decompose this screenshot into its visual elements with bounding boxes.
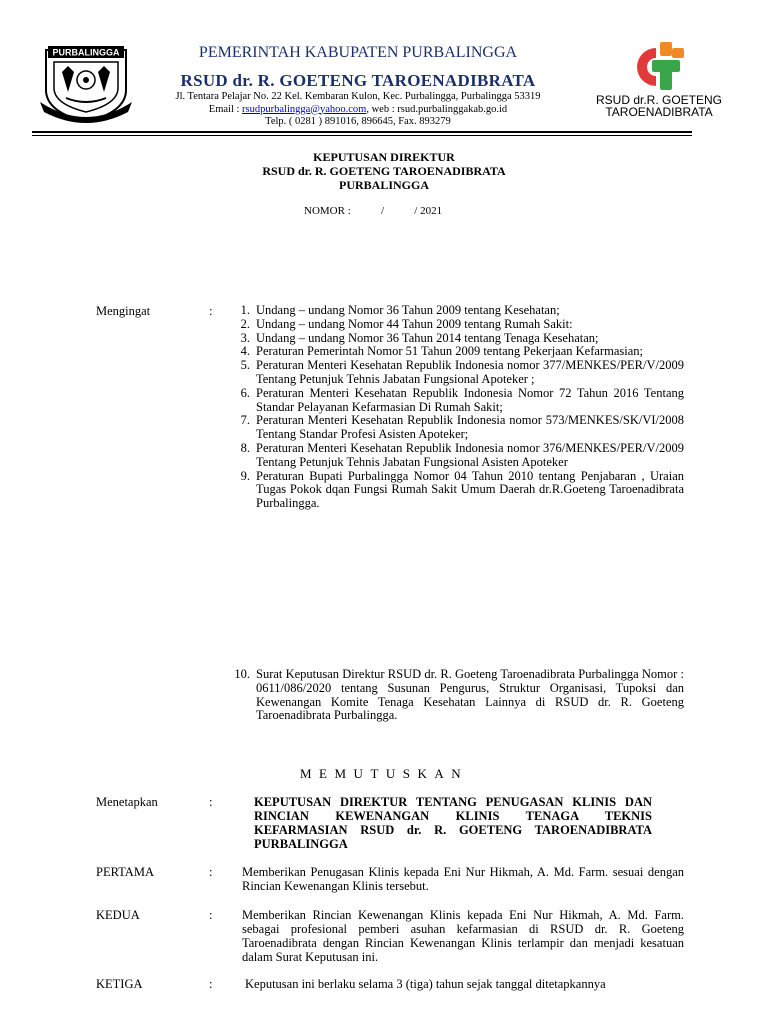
list-item (226, 332, 684, 346)
list-item-number: 3. (240, 330, 250, 345)
decree-title-line1: KEPUTUSAN DIREKTUR (313, 150, 455, 164)
kedua-text: Memberikan Rincian Kewenangan Klinis kepada Eni Nur Hikmah, A. Md. Farm. sebagai profesional pemberi asuhan kefarmasian di RSUD dr. R. Goeteng Taroenadibrata dengan Rincian Kewenangan Klinis terlampir dan menjadi kesatuan dalam Surat Keputusan ini. (242, 908, 684, 964)
list-item (226, 359, 684, 387)
decree-number: NOMOR : / / 2021 (304, 205, 443, 217)
list-item-text: Peraturan Pemerintah Nomor 51 Tahun 2009 tentang Pekerjaan Kefarmasian; (256, 344, 643, 359)
list-item-number: 8. (240, 440, 250, 455)
hospital-phone: Telp. ( 0281 ) 891016, 896645, Fax. 893279 (265, 116, 451, 127)
pertama-text: Memberikan Penugasan Klinis kepada Eni Nur Hikmah, A. Md. Farm. sesuai dengan Rincian Kewenangan Klinis tersebut. (242, 865, 684, 893)
hospital-name: RSUD dr. R. GOETENG TAROENADIBRATA (180, 71, 536, 90)
list-item (226, 304, 684, 318)
mengingat-colon: : (209, 304, 213, 318)
list-item-number: 9. (240, 468, 250, 483)
list-item-text: Peraturan Menteri Kesehatan Republik Indonesia Nomor 72 Tahun 2016 Tentang Standar Pelayanan Kefarmasian Di Rumah Sakit; (256, 385, 684, 414)
memutuskan-heading: MEMUTUSKAN (300, 766, 469, 781)
kedua-label: KEDUA (96, 908, 140, 922)
decree-title-line3: PURBALINGGA (338, 178, 429, 192)
list-item (226, 442, 684, 470)
hospital-address: Jl. Tentara Pelajar No. 22 Kel. Kembaran Kulon, Kec. Purbalingga, Purbalingga 53319 (175, 91, 541, 102)
header-divider (32, 131, 692, 133)
list-item (226, 414, 684, 442)
menetapkan-text: KEPUTUSAN DIREKTUR TENTANG PENUGASAN KLINIS DAN RINCIAN KEWENANGAN KLINIS TENAGA TEKNIS KEFARMASIAN RSUD dr. R. GOETENG TAROENADIBRATA PURBALINGGA (254, 795, 652, 851)
ketiga-text: Keputusan ini berlaku selama 3 (tiga) tahun sejak tanggal ditetapkannya (245, 977, 606, 991)
list-item-text: Undang – undang Nomor 36 Tahun 2014 tentang Tenaga Kesehatan; (256, 330, 599, 345)
list-item-text: Peraturan Menteri Kesehatan Republik Indonesia nomor 573/MENKES/SK/VI/2008 Tentang Standar Profesi Asisten Apoteker; (256, 413, 684, 442)
regency-crest-icon (36, 42, 136, 126)
list-item-text: Peraturan Menteri Kesehatan Republik Indonesia nomor 377/MENKES/PER/V/2009 Tentang Petunjuk Tehnis Jabatan Fungsional Apoteker ; (256, 358, 684, 386)
list-item-number: 10. (234, 667, 250, 681)
email-link[interactable]: rsudpurbalingga@yahoo.com (242, 103, 367, 115)
list-item-number: 5. (240, 358, 250, 373)
list-item (226, 668, 684, 723)
mengingat-list (226, 304, 684, 511)
crest-text: PURBALINGGA (52, 47, 120, 58)
ketiga-label: KETIGA (96, 977, 143, 991)
government-name: PEMERINTAH KABUPATEN PURBALINGGA (198, 44, 518, 61)
kedua-colon: : (209, 908, 213, 922)
list-item (226, 345, 684, 359)
list-item (226, 318, 684, 332)
list-item-text: Peraturan Bupati Purbalingga Nomor 04 Tahun 2010 tentang Penjabaran , Uraian Tugas Pokok dqan Fungsi Rumah Sakit Umum Daerah dr.R.Goeteng Taroenadibrata Purbalingga. (256, 468, 684, 511)
mengingat-label: Mengingat (96, 304, 151, 318)
header-divider-thin (32, 135, 692, 136)
list-item-number: 1. (240, 303, 250, 317)
list-item-text: Undang – undang Nomor 44 Tahun 2009 tentang Rumah Sakit: (256, 316, 573, 331)
logo-text-line1: RSUD dr.R. GOETENG (595, 93, 723, 107)
list-item (226, 470, 684, 511)
hospital-email-web (128, 104, 588, 117)
email-label: Email : (208, 103, 240, 115)
list-item-number: 6. (240, 385, 250, 400)
pertama-label: PERTAMA (96, 865, 154, 879)
hospital-logo-text (584, 94, 734, 118)
logo-text-line2: TAROENADIBRATA (605, 105, 713, 119)
list-item-text: Peraturan Menteri Kesehatan Republik Indonesia nomor 376/MENKES/PER/V/2009 Tentang Petunjuk Tehnis Jabatan Fungsional Asisten Apoteker (256, 440, 684, 469)
pertama-colon: : (209, 865, 213, 879)
menetapkan-colon: : (209, 795, 213, 809)
list-item-number: 4. (240, 344, 250, 359)
decree-title-line2: RSUD dr. R. GOETENG TAROENADIBRATA (262, 164, 506, 178)
list-item-text: Surat Keputusan Direktur RSUD dr. R. Goeteng Taroenadibrata Purbalingga Nomor : 0611/086/2020 tentang Susunan Pengurus, Struktur Organisasi, Tupoksi dan Kewenangan Komite Tenaga Kesehatan Lainnya di RSUD dr. R. Goeteng Taroenadibrata Purbalingga. (256, 667, 684, 723)
list-item-text: Undang – undang Nomor 36 Tahun 2009 tentang Kesehatan; (256, 303, 560, 317)
hospital-contact (128, 91, 588, 129)
list-item-number: 2. (240, 316, 250, 331)
hospital-logo-icon (626, 40, 688, 94)
ketiga-colon: : (209, 977, 213, 991)
decree-title (150, 150, 618, 192)
list-item (226, 387, 684, 415)
list-item-number: 7. (240, 413, 250, 428)
web-address: , web : rsud.purbalinggakab.go.id (366, 103, 508, 115)
menetapkan-label: Menetapkan (96, 795, 158, 809)
